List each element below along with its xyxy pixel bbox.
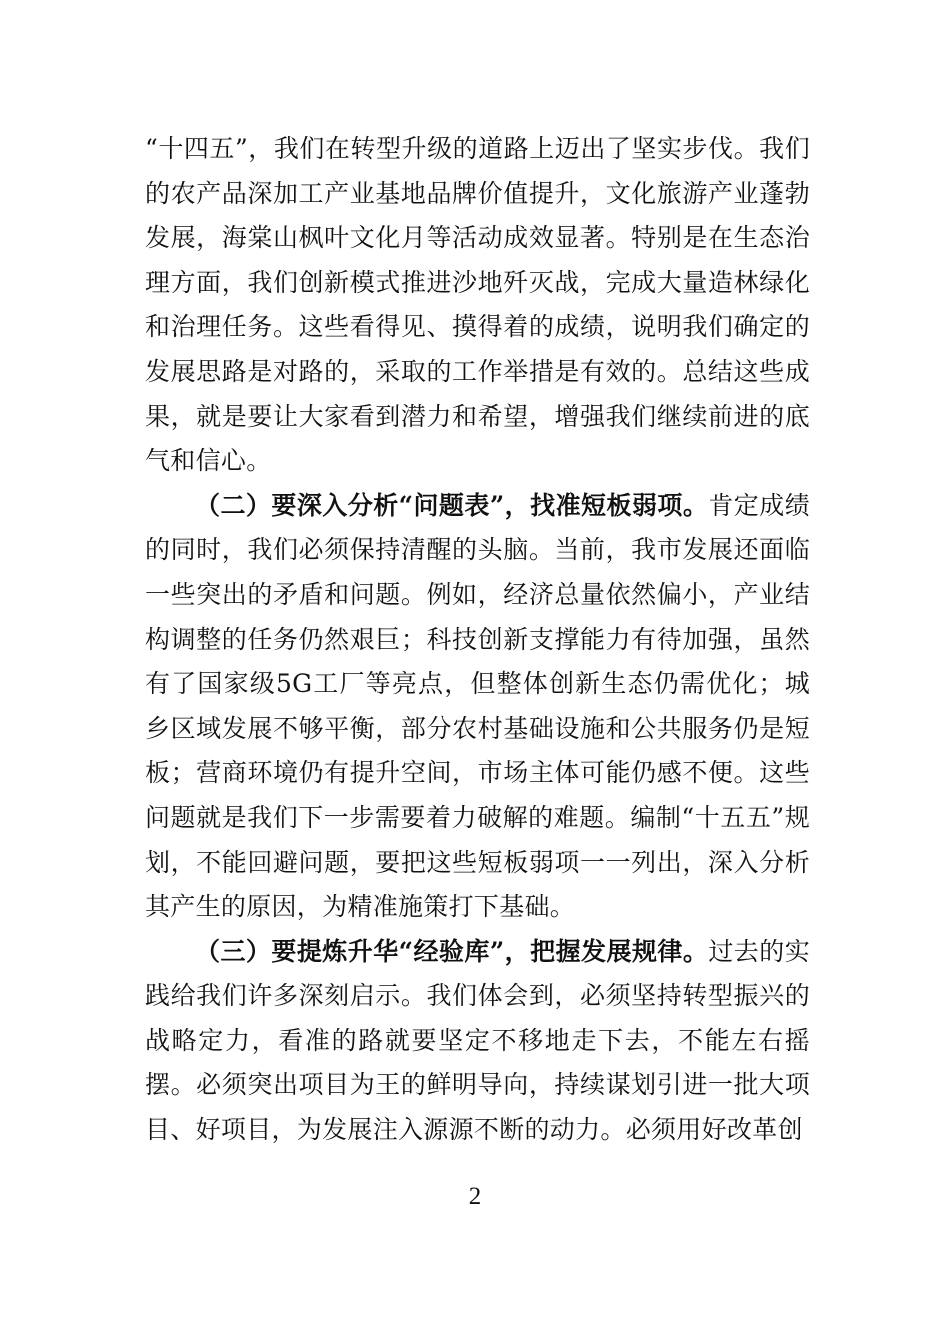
section-heading-3: （三）要提炼升华“经验库”，把握发展规律。 (195, 936, 709, 966)
paragraph-achievements (145, 127, 810, 484)
body-text (145, 127, 810, 1153)
paragraph-text: “十四五”，我们在转型升级的道路上迈出了坚实步伐。我们的农产品深加工产业基地品牌价值提升，文化旅游产业蓬勃发展，海棠山枫叶文化月等活动成效显著。特别是在生态治理方面，我们创新模式推进沙地歼灭战，完成大量造林绿化和治理任务。这些看得见、摸得着的成绩，说明我们确定的发展思路是对路的，采取的工作举措是有效的。总结这些成果，就是要让大家看到潜力和希望，增强我们继续前进的底气和信心。 (145, 134, 810, 476)
paragraph-text: 肯定成绩的同时，我们必须保持清醒的头脑。当前，我市发展还面临一些突出的矛盾和问题。例如，经济总量依然偏小，产业结构调整的任务仍然艰巨；科技创新支撑能力有待加强，虽然有了国家级5G工厂等亮点，但整体创新生态仍需优化；城乡区域发展不够平衡，部分农村基础设施和公共服务仍是短板；营商环境仍有提升空间，市场主体可能仍感不便。这些问题就是我们下一步需要着力破解的难题。编制“十五五”规划，不能回避问题，要把这些短板弱项一一列出，深入分析其产生的原因，为精准施策打下基础。 (145, 490, 811, 922)
paragraph-text: 过去的实践给我们许多深刻启示。我们体会到，必须坚持转型振兴的战略定力，看准的路就要坚定不移地走下去，不能左右摇摆。必须突出项目为王的鲜明导向，持续谋划引进一批大项目、好项目，为发展注入源源不断的动力。必须用好改革创 (145, 936, 811, 1145)
paragraph-experience (145, 930, 810, 1153)
section-heading-2: （二）要深入分析“问题表”，找准短板弱项。 (195, 490, 709, 520)
paragraph-problems (145, 484, 810, 930)
page-number: 2 (468, 1183, 482, 1210)
